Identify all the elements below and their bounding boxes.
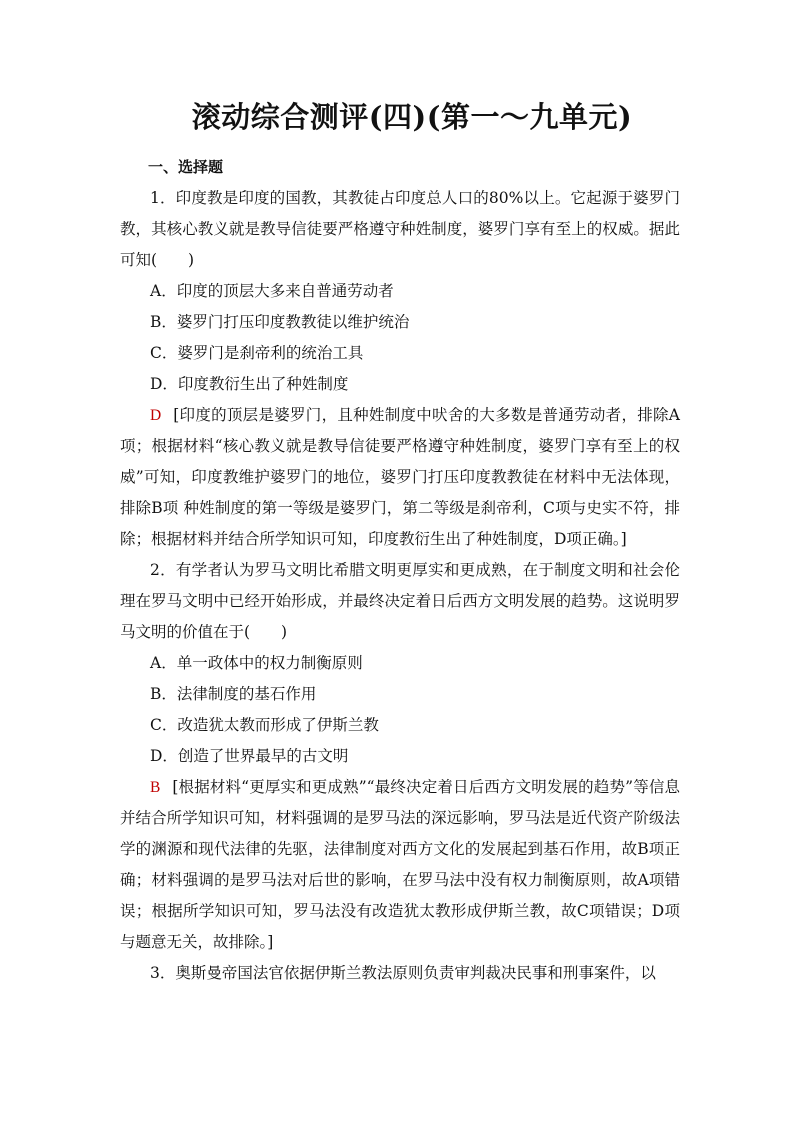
question-3 [120,958,680,989]
answer-explanation [120,400,680,555]
answer-letter: D [150,407,162,424]
answer-letter: B [150,779,161,796]
document-body [120,152,680,989]
option-c: C．改造犹太教而形成了伊斯兰教 [150,716,379,734]
page-title: 滚动综合测评(四)(第一～九单元) [191,100,633,134]
question-2 [120,555,680,958]
answer-explanation [120,772,680,958]
section-heading: 一、选择题 [148,158,224,176]
option-b: B．法律制度的基石作用 [150,685,317,703]
option-b: B．婆罗门打压印度教教徒以维护统治 [150,313,410,331]
option-d: D．创造了世界最早的古文明 [150,747,349,765]
question-1 [120,183,680,555]
question-stem: 2．有学者认为罗马文明比希腊文明更厚实和更成熟，在于制度文明和社会伦理在罗马文明中已经开始形成，并最终决定着日后西方文明发展的趋势。这说明罗马文明的价值在于( ) [120,561,680,641]
question-stem: 1．印度教是印度的国教，其教徒占印度总人口的80%以上。它起源于婆罗门教，其核心教义就是教导信徒要严格遵守种姓制度，婆罗门享有至上的权威。据此可知( ) [120,189,680,269]
question-stem: 3．奥斯曼帝国法官依据伊斯兰教法原则负责审判裁决民事和刑事案件，以 [150,964,656,982]
option-d: D．印度教衍生出了种姓制度 [150,375,349,393]
option-a: A．印度的顶层大多来自普通劳动者 [150,282,394,300]
explanation-text: [根据材料“更厚实和更成熟”“最终决定着日后西方文明发展的趋势”等信息并结合所学知识可知，材料强调的是罗马法的深远影响，罗马法是近代资产阶级法学的渊源和现代法律的先驱，法律制度对西方文化的发展起到基石作用，故B项正确；材料强调的是罗马法对后世的影响，在罗马法中没有权力制衡原则，故A项错误；根据所学知识可知，罗马法没有改造犹太教形成伊斯兰教，故C项错误；D项与题意无关，故排除。] [120,778,680,951]
option-c: C．婆罗门是刹帝利的统治工具 [150,344,364,362]
explanation-text: [印度的顶层是婆罗门，且种姓制度中吠舍的大多数是普通劳动者，排除A项；根据材料“核心教义就是教导信徒要严格遵守种姓制度，婆罗门享有至上的权威”可知，印度教维护婆罗门的地位，婆罗门打压印度教教徒在材料中无法体现，排除B项 种姓制度的第一等级是婆罗门，第二等级是刹帝利，C项与史实不符，排除；根据材料并结合所学知识可知，印度教衍生出了种姓制度，D项正确。] [120,406,680,548]
option-a: A．单一政体中的权力制衡原则 [150,654,363,672]
